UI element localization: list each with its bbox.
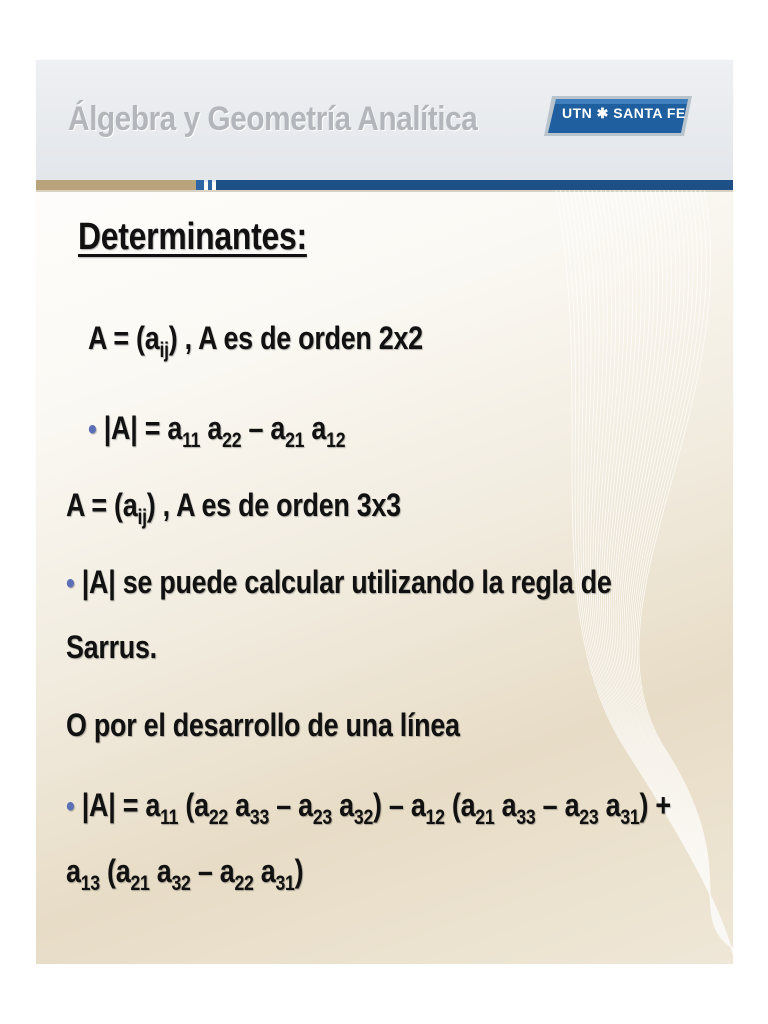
text-part: ) , A es de orden 2x2 [168, 320, 423, 356]
line-matrix-3x3 [66, 487, 401, 529]
subscript: 12 [425, 806, 445, 829]
text-part: |A| = a [103, 410, 183, 446]
subscript: 22 [234, 872, 254, 895]
subscript: 33 [249, 806, 270, 829]
subscript: 22 [222, 429, 242, 452]
line-det-3x3 [66, 787, 671, 829]
subscript: 13 [80, 872, 100, 895]
subscript: 21 [130, 872, 150, 895]
text-part: a [304, 410, 327, 446]
text-part: ) , A es de orden 3x3 [146, 487, 401, 523]
subscript: ij [137, 506, 147, 529]
slide [36, 60, 733, 964]
slide-heading: Determinantes: [78, 216, 307, 258]
text-part: – a [241, 410, 286, 446]
text-part: a [494, 787, 517, 823]
subscript: ij [159, 339, 169, 362]
subscript: 21 [475, 806, 495, 829]
text-part: a [253, 853, 276, 889]
subscript: 31 [620, 806, 640, 829]
text-part: (a [444, 787, 476, 823]
text-part: – a [535, 787, 580, 823]
line-det-3x3-cont [66, 853, 304, 895]
text-part: – a [269, 787, 313, 823]
subscript: 31 [275, 872, 295, 895]
slide-content [36, 60, 733, 964]
bullet-icon: • [88, 413, 97, 446]
subscript: 32 [171, 872, 191, 895]
text-part: a [598, 787, 621, 823]
text-part: |A| se puede calcular utilizando la regla de [81, 564, 612, 600]
subscript: 32 [353, 806, 374, 829]
line-sarrus [66, 564, 612, 601]
line-expansion: O por el desarrollo de una línea [66, 707, 460, 743]
logo-text: UTN ✱ SANTA FE [562, 105, 686, 121]
text-part: ) [294, 853, 304, 889]
text-part: a [227, 787, 250, 823]
subscript: 33 [516, 806, 536, 829]
line-det-2x2 [88, 410, 346, 452]
text-part: a [66, 853, 81, 889]
line-sarrus-cont: Sarrus. [66, 629, 157, 665]
course-title: Álgebra y Geometría Analítica [68, 100, 478, 138]
bullet-icon: • [66, 790, 75, 823]
text-part: – a [190, 853, 235, 889]
text-part: a [200, 410, 223, 446]
subscript: 21 [285, 429, 305, 452]
text-part: A = (a [66, 487, 138, 523]
text-part: a [331, 787, 354, 823]
text-part: |A| = a [81, 787, 161, 823]
bullet-icon: • [66, 567, 75, 600]
subscript: 22 [208, 806, 228, 829]
subscript: 23 [312, 806, 332, 829]
subscript: 23 [579, 806, 599, 829]
subscript: 12 [326, 429, 346, 452]
text-part: ) + [639, 787, 671, 823]
line-matrix-2x2 [88, 320, 423, 362]
text-part: a [149, 853, 172, 889]
text-part: (a [178, 787, 209, 823]
subscript: 11 [160, 806, 179, 829]
text-part: ) – a [373, 787, 426, 823]
text-part: (a [99, 853, 131, 889]
subscript: 11 [182, 429, 201, 452]
text-part: A = (a [88, 320, 160, 356]
